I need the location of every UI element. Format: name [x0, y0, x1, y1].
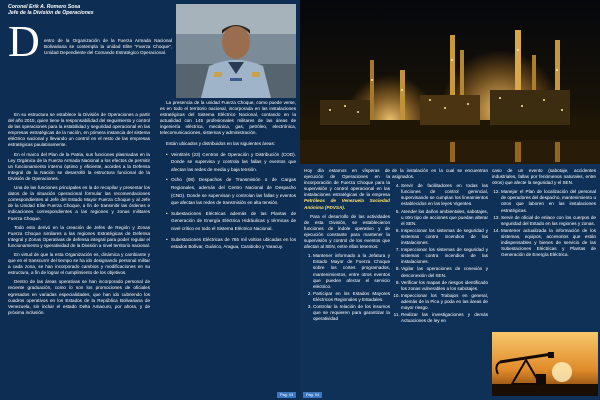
list-item: 10. Inspeccionar los Trabajos en general, además de la Pica y poda en las áreas de mayor riesgo.: [401, 293, 488, 311]
list-item: 14. Mantener actualizada la información de los sistemas, equipos, accesorios que están indispensables y bienes de servicio de las Subestaciones Eléctricas y Plantas de Generación de Energía Eléctrica.: [501, 228, 596, 258]
author-title: Jefe de la División de Operaciones: [8, 10, 94, 17]
left-column: [8, 112, 150, 319]
list-item: 3. Controlar la relación de los insumos que se requieren para garantizar la operatividad: [313, 304, 390, 322]
page-number-left: Pag. 03: [277, 392, 296, 398]
oil-pump-photo: [492, 332, 598, 396]
paragraph: La presencia de la unidad Fuerza Choque, como puede verse, es en todo el territorio nacional, incorporada en las instalaciones estratégicas del Sistema Eléctrico Nacional, contando en la actualidad con 145 profesionales militares de las áreas de ingeniería eléctrica, mecánica, gas, petróleo, electrónica, telecomunicaciones, sistemas y administración.: [160, 100, 296, 136]
list-item: 6. Inspeccionar los sistemas de seguridad y sistemas contra incendios de las instalaciones.: [401, 228, 488, 246]
paragraph: caso de un evento (sabotaje, accidentes industriales, fallas por fenómenos naturales, entre otros) que afecte la seguridad y el SEN.: [492, 168, 596, 186]
list-item: • Subestaciones Eléctricas de 765 mil voltios ubicadas en los estados Bolívar, Guárico, Aragua, Carabobo y Yaracuy.: [166, 236, 296, 251]
list-item: • Subestaciones Eléctricas además de las Plantas de Generación de Energía Eléctrica Hidráulicas y térmicas de nivel crítico en todo el Sistema Eléctrico Nacional.: [166, 210, 296, 233]
paragraph-text: Hoy día estamos en vísperas de ejecución de Operaciones en la incorporación de Fuerza Choque para la supervisión y control operacional en las instalaciones estratégicas de la empresa: [304, 168, 390, 198]
refinery-graphic: [300, 0, 600, 164]
list-item: • Ocho (08) Despachos de Transmisión o de Cargas Regionales, además del Centro Nacional de Despacho (CND). Donde se supervisan y controlan las fallas y eventos que afectan las redes de transmisión en alta tensión.: [166, 176, 296, 206]
drop-cap: D: [8, 17, 40, 66]
list-item: 8. Vigilar las operaciones de conexión y desconexión del SEN.: [401, 266, 488, 278]
paragraph: En su estructura se establece la División de Operaciones a partir del año 2015, quien tiene la responsabilidad del seguimiento y control de las operaciones para la estabilidad y seguridad operacional en las empresas estratégicas de la nación, en primera instancia del sistema eléctrico nacional y llevando un control en el resto de las empresas estratégicas paulatinamente.: [8, 112, 150, 148]
functions-list: [304, 253, 390, 322]
officer-photo-graphic: [176, 4, 296, 98]
paragraph: En el marco del Plan de la Patria, sus funciones plasmadas en la Ley Orgánica de la Fuerza Armada Nacional a los efectos de permitir un funcionamiento interno óptimo y eficiente, acordes a la Defensa Integral de la Nación se desarrolló la estructura funcional de la División de Operaciones.: [8, 151, 150, 181]
paragraph: En virtud de que la esta Organización es, dinámica y cambiante y que en el transcurrir del tiempo se ha ido designando personal militar a cada zona, se han incorporado cambios y modificaciones en su estructura, a fin de lograr el cumplimiento de los objetivos.: [8, 251, 150, 276]
right-column-1: [304, 168, 390, 323]
paragraph: de la instalación en la cual se encuentran asignados.: [392, 168, 488, 180]
list-item: 11. Realizar las investigaciones y demás Actuaciones de ley en: [401, 312, 488, 324]
paragraph: Para el desarrollo de las actividades de esta División, se establecieron funciones de índole operativo y de ejecución constante para mantener la supervisión y control de los eventos que afectan al SEN, entre ellas tenemos:: [304, 213, 390, 250]
paragraph: Todo esto derivó en la creación de Jefes de Región y Zonas Fuerza Choque similares a las regiones Estratégicas de Defensa Integral y Zonas Operativas de defensa integral para poder regular el funcionamiento y operatividad de la División a nivel territorio nacional.: [8, 224, 150, 248]
officer-photo: [176, 4, 296, 98]
middle-column: [160, 100, 296, 254]
list-item: • Veintitrés (23) Centros de Operación y Distribución (COD). Donde se supervisa y controla las fallas y eventos que afectan las redes de media y baja tensión.: [166, 151, 296, 174]
functions-list-final: [492, 189, 596, 258]
oil-pump-graphic: [492, 332, 598, 396]
list-item: 2. Participar en los Estados Mayores Eléctricos Regionales y Estadales.: [313, 291, 390, 303]
author-name: Coronel Erik A. Romero Sosa: [8, 4, 81, 10]
list-item: 7. Inspeccionar los sistemas de seguridad y sistemas contra incendios de las instalaciones.: [401, 247, 488, 265]
paragraph: [304, 168, 390, 211]
page-number-right: Pag. 04: [303, 392, 322, 398]
list-item: 13. Servir de oficial de enlace con los cuerpos de seguridad del Estado en las regiones y zonas.: [501, 215, 596, 227]
paragraph: Una de las funciones principales es la de recopilar y presentar los datos de la situación operacional formular las recomendaciones correspondientes al Jefe del Estado Mayor Fuerza Choque y al Jefe de la Unidad Elite Fuerza Choque, a fin de transmitir las órdenes e indicaciones correspondientes a las regiones y zonas militares Fuerza Choque.: [8, 185, 150, 221]
list-item: 12. Manejar el Plan de localización del personal de operadores del despacho, mantenimiento u otros que laboren en las instalaciones estratégicas.: [501, 189, 596, 213]
functions-list-continued: [392, 183, 488, 324]
paragraph: Están ubicados y distribuidos en las siguientes áreas:: [166, 140, 276, 146]
author-byline: [8, 4, 94, 17]
list-item: 9. Verificar los mapas de riesgos identificado los zonas vulnerables a los sabotajes.: [401, 280, 488, 292]
refinery-night-photo: [300, 0, 600, 164]
list-item: 1. Mantener informado a la Jefatura y Estado Mayor de Fuerza Choque sobre los cortes programados, mantenimientos, entre otros eventos que pueden afectar el servicio eléctrico.: [313, 253, 390, 290]
intro-paragraph: entro de la Organización de la Fuerza Armada Nacional Bolivariana se contempla la unidad Elite "Fuerza Choque", Unidad Dependiente del Comando Estratégico Operacional.: [44, 38, 172, 56]
list-item: 4. Servir de facilitadores en todas las funciones de control gerencial, supervisando se cumplan los lineamientos establecidos en las leyes Vigentes.: [401, 183, 488, 207]
right-column-3: [492, 168, 596, 259]
areas-list: [160, 151, 296, 251]
pdvsa-highlight: Petróleos de Venezuela Sociedad Anónima (PDVSA).: [304, 198, 390, 210]
paragraph: Dentro de las áreas operativas se han incorporado personal de reciente graduación, como lo son los promociones de oficiales egresados en variadas especialidades, que han ido cubriendo los cuadros operativos en los Estados de la República Bolivariana de Venezuela, sin incluir el estado Delta Amacuro, por ahora, y de próxima inclusión.: [8, 279, 150, 315]
list-item: 5. Atender los daños ambientales, sabotajes, u otro tipo de acciones que puedan alterar el SEN.: [401, 209, 488, 227]
right-column-2: [392, 168, 488, 325]
